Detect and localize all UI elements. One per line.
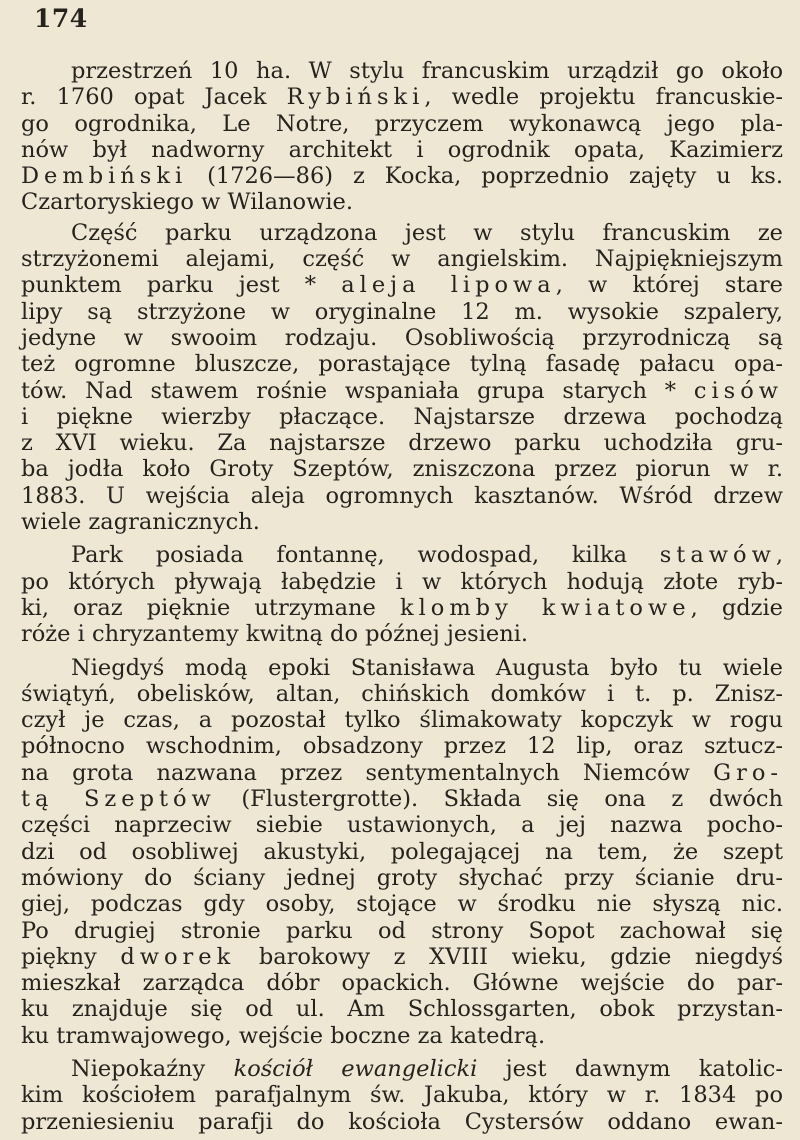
text-run: części naprzeciw siebie ustawionych, a jej nazwa pocho- xyxy=(21,812,783,839)
spaced-text: Rybiński xyxy=(286,84,425,111)
text-line xyxy=(21,1082,783,1108)
text-run: Niepokaźny xyxy=(71,1055,234,1082)
spaced-text: dworek xyxy=(120,943,236,970)
text-line xyxy=(21,786,783,812)
text-line xyxy=(21,404,783,430)
text-run: z XVI wieku. Za najstarsze drzewo parku uchodziła gru- xyxy=(21,430,783,457)
text-run: 1883. U wejścia aleja ogromnych kasztanów. Wśród drzew xyxy=(21,482,783,509)
text-line xyxy=(21,595,783,621)
text-run: , wedle projektu francuskie- xyxy=(424,84,783,111)
spaced-text: stawów xyxy=(659,542,776,569)
spaced-text: cisów xyxy=(693,377,783,404)
spaced-text: aleja lipowa xyxy=(341,272,556,299)
text-line xyxy=(21,163,783,189)
text-run: go ogrodnika, Le Notre, przyczem wykonawcą jego pla- xyxy=(21,110,783,137)
text-line xyxy=(21,111,783,137)
italic-text: kościół ewangelicki xyxy=(233,1055,478,1082)
text-run: lipy są strzyżone w oryginalne 12 m. wysokie szpalery, xyxy=(21,298,783,325)
text-line xyxy=(21,760,783,786)
text-line xyxy=(21,351,783,377)
text-run: r. 1760 opat Jacek xyxy=(21,84,287,111)
text-run: Czartoryskiego w Wilanowie. xyxy=(21,189,353,216)
text-run: , gdzie xyxy=(690,594,783,621)
text-run: Niegdyś modą epoki Stanisława Augusta było tu wiele xyxy=(71,654,783,681)
text-line xyxy=(21,621,783,647)
page-number: 174 xyxy=(34,4,88,33)
text-run: czył je czas, a pozostał tylko ślimakowaty kopczyk w rogu xyxy=(21,707,783,734)
text-run: północno wschodnim, obsadzony przez 12 lip, oraz sztucz- xyxy=(21,733,783,760)
spaced-text: Gro- xyxy=(713,759,783,786)
text-line xyxy=(21,1109,783,1135)
text-run: kim kościołem parafjalnym św. Jakuba, który w r. 1834 po xyxy=(21,1082,783,1109)
text-line xyxy=(21,733,783,759)
text-line xyxy=(21,378,783,404)
text-run: ku tramwajowego, wejście boczne za katedrą. xyxy=(21,1022,546,1049)
text-line xyxy=(21,58,783,84)
text-run: wiele zagranicznych. xyxy=(21,509,260,536)
text-line xyxy=(21,430,783,456)
text-line xyxy=(21,891,783,917)
text-run: dzi od osobliwej akustyki, polegającej na tem, że szept xyxy=(21,838,783,865)
text-run: jest dawnym katolic- xyxy=(477,1055,783,1082)
text-run: jedyne w swooim rodzaju. Osobliwością przyrodniczą są xyxy=(21,324,783,351)
text-run: piękny xyxy=(21,943,121,970)
text-run: tów. Nad stawem rośnie wspaniała grupa starych * xyxy=(21,377,694,404)
text-line xyxy=(21,542,783,568)
text-line xyxy=(21,970,783,996)
text-line xyxy=(21,1056,783,1082)
text-run: punktem parku jest * xyxy=(21,272,342,299)
text-run: i piękne wierzby płaczące. Najstarsze drzewa pochodzą xyxy=(21,403,783,430)
text-line xyxy=(21,220,783,246)
text-run: ku znajduje się od ul. Am Schlossgarten, obok przystan- xyxy=(21,996,783,1023)
text-line xyxy=(21,272,783,298)
text-line xyxy=(21,865,783,891)
text-line xyxy=(21,84,783,110)
text-run: nów był nadworny architekt i ogrodnik opata, Kazimierz xyxy=(21,136,783,163)
text-run: ki, oraz pięknie utrzymane xyxy=(21,594,400,621)
text-run: róże i chryzantemy kwitną do późnej jesieni. xyxy=(21,621,529,648)
text-line xyxy=(21,996,783,1022)
text-line xyxy=(21,812,783,838)
text-run: (1726—86) z Kocka, poprzednio zajęty u ks. xyxy=(187,163,783,190)
spaced-text: Dembiński xyxy=(21,163,188,190)
text-run: Park posiada fontannę, wodospad, kilka xyxy=(71,542,660,569)
text-run: strzyżonemi alejami, część w angielskim. Najpiękniejszym xyxy=(21,246,783,273)
text-line xyxy=(21,1023,783,1049)
text-run: Część parku urządzona jest w stylu francuskim ze xyxy=(71,219,783,246)
text-line xyxy=(21,944,783,970)
text-line xyxy=(21,655,783,681)
text-run: przestrzeń 10 ha. W stylu francuskim urządził go około xyxy=(71,58,783,84)
text-line xyxy=(21,325,783,351)
text-run: Po drugiej stronie parku od strony Sopot zachował się xyxy=(21,917,783,944)
text-line xyxy=(21,246,783,272)
text-run: po których pływają łabędzie i w których hodują złote ryb- xyxy=(21,568,783,595)
text-run: (Flustergrotte). Składa się ona z dwóch xyxy=(215,786,783,813)
text-run: na grota nazwana przez sentymentalnych Niemców xyxy=(21,759,714,786)
text-run: mieszkał zarządca dóbr opackich. Główne wejście do par- xyxy=(21,970,783,997)
text-run: , xyxy=(775,542,783,569)
text-run: mówiony do ściany jednej groty słychać przy ścianie dru- xyxy=(21,864,783,891)
text-line xyxy=(21,189,783,215)
text-run: giej, podczas gdy osoby, stojące w środku nie słyszą nic. xyxy=(21,891,783,918)
text-run: ba jodła koło Groty Szeptów, zniszczona przez piorun w r. xyxy=(21,456,783,483)
spaced-text: tą Szeptów xyxy=(21,786,216,813)
body-text xyxy=(21,58,783,1135)
text-line xyxy=(21,707,783,733)
text-run: świątyń, obelisków, altan, chińskich domków i t. p. Znisz- xyxy=(21,680,783,707)
text-line xyxy=(21,299,783,325)
text-line xyxy=(21,509,783,535)
text-run: też ogromne bluszcze, porastające tylną fasadę pałacu opa- xyxy=(21,351,783,378)
text-run: barokowy z XVIII wieku, gdzie niegdyś xyxy=(235,943,783,970)
text-line xyxy=(21,681,783,707)
spaced-text: klomby kwiatowe xyxy=(399,594,691,621)
text-line xyxy=(21,839,783,865)
text-line xyxy=(21,569,783,595)
text-line xyxy=(21,918,783,944)
text-run: przeniesieniu parafji do kościoła Cystersów oddano ewan- xyxy=(21,1108,783,1135)
text-line xyxy=(21,483,783,509)
text-run: , w której stare xyxy=(555,272,783,299)
text-line xyxy=(21,137,783,163)
text-line xyxy=(21,456,783,482)
